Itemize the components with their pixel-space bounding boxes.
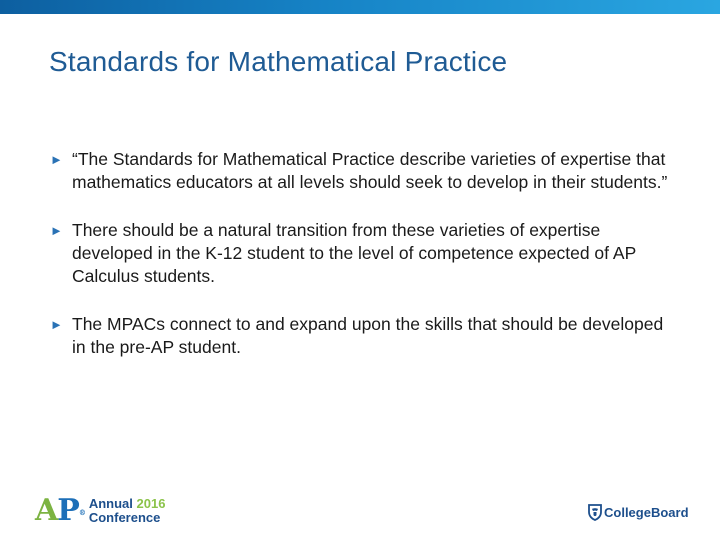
conference-line2: Conference — [88, 510, 161, 525]
bullet-item — [50, 219, 670, 288]
slide-title: Standards for Mathematical Practice — [49, 46, 508, 77]
bullet-text: “The Standards for Mathematical Practice describe varieties of expertise that mathematics educators at all levels should seek to develop in their students.” — [72, 149, 668, 192]
ap-logo-mark: ® — [78, 508, 85, 517]
conference-label — [89, 497, 166, 525]
ap-logo — [35, 493, 85, 528]
ap-conference-logo — [35, 494, 165, 528]
collegeboard-wordmark: CollegeBoard — [604, 504, 689, 520]
conference-year: 2016 — [136, 496, 166, 511]
conference-line1 — [89, 497, 166, 511]
ap-logo-p: P — [57, 493, 79, 528]
bullet-text: The MPACs connect to and expand upon the skills that should be developed in the pre-AP student. — [72, 314, 664, 357]
ap-logo-a: A — [35, 493, 58, 528]
top-accent-band — [0, 0, 720, 14]
collegeboard-logo — [588, 503, 689, 521]
bullet-arrow-icon: ► — [50, 223, 63, 238]
bullet-item — [50, 313, 670, 359]
bullet-item — [50, 148, 670, 194]
bullet-arrow-icon: ► — [50, 152, 63, 167]
conference-annual: Annual — [88, 496, 133, 511]
bullet-list — [50, 148, 670, 384]
bullet-text: There should be a natural transition from these varieties of expertise developed in the K-12 student to the level of competence expected of AP Calculus students. — [72, 220, 636, 286]
acorn-shield-icon — [588, 503, 602, 521]
bullet-arrow-icon: ► — [50, 317, 63, 332]
